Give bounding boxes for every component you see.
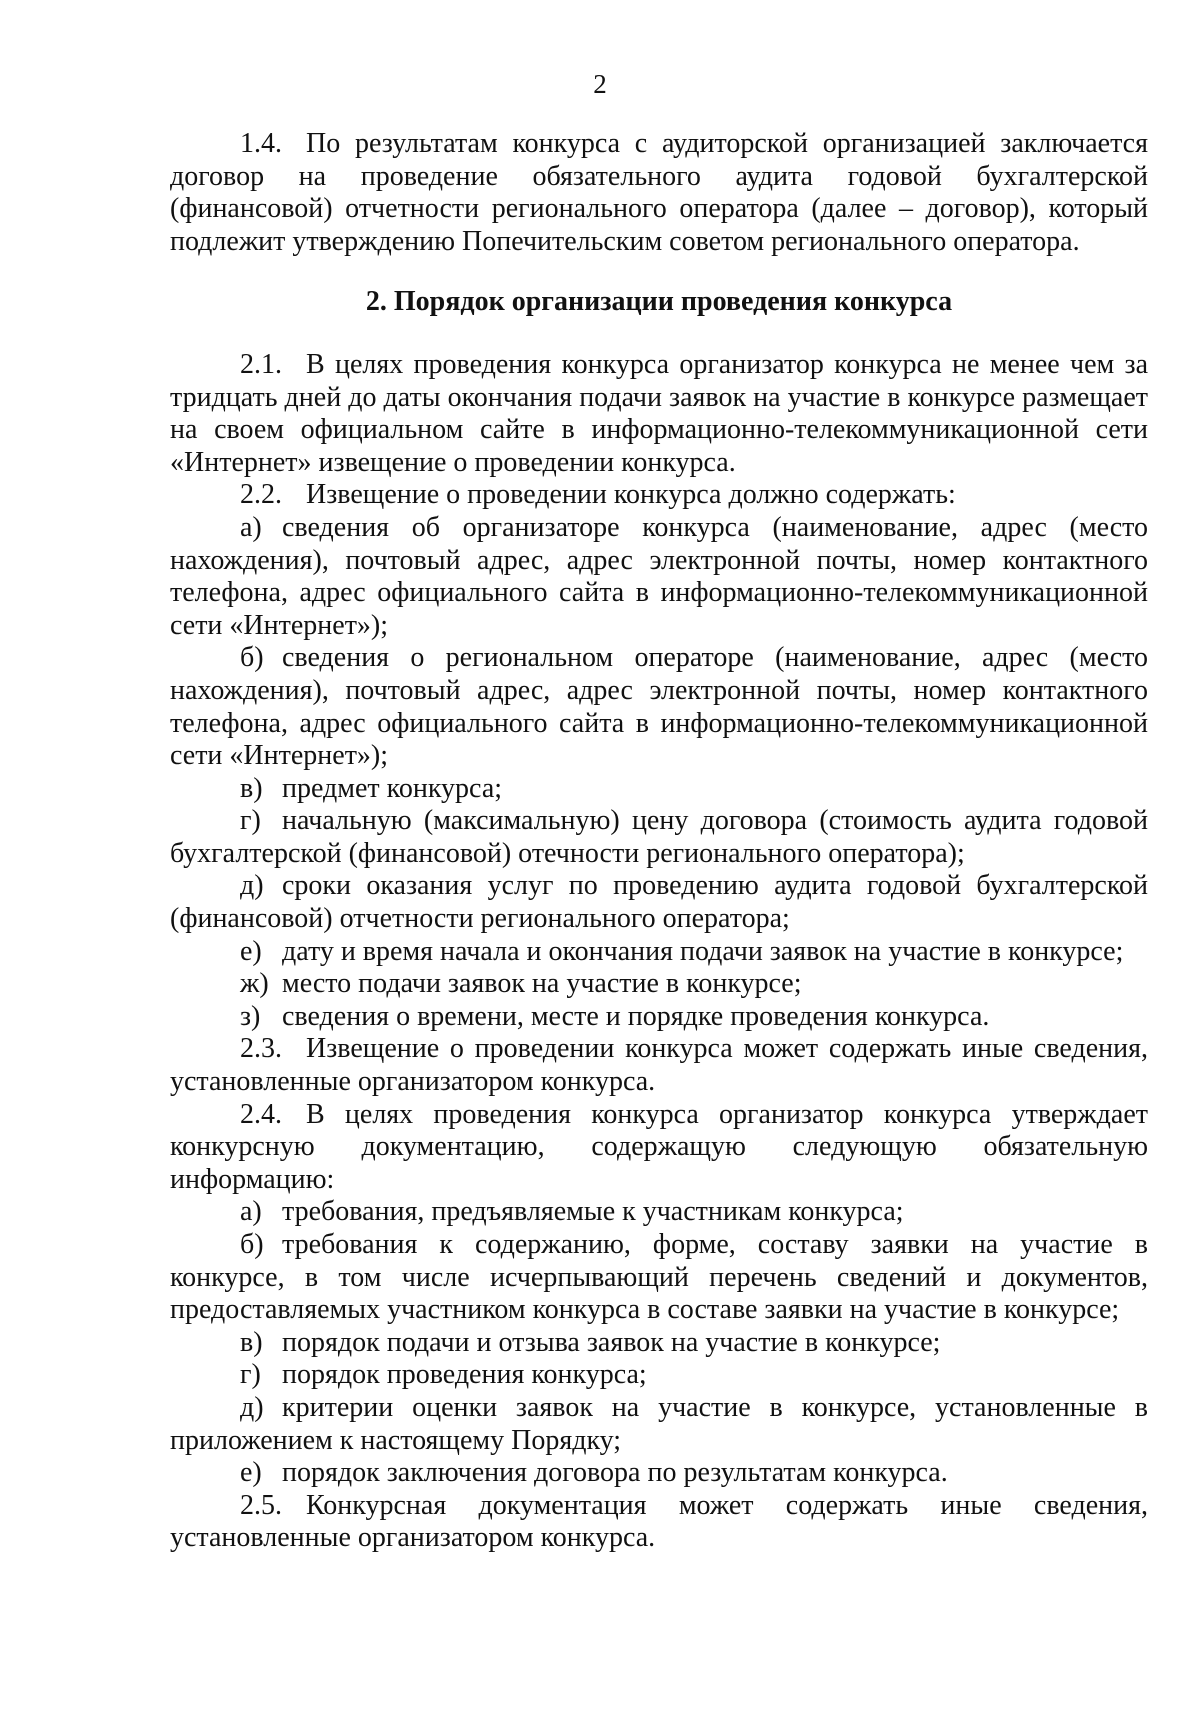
- paragraph-text: По результатам конкурса с аудиторской организацией заключается договор на проведение обязательного аудита годовой бухгалтерской (финансовой) отчетности регионального оператора (далее – договор), который подлежит утверждению Попечительским советом регионального оператора.: [170, 128, 1148, 257]
- section-heading: 2. Порядок организации проведения конкурса: [365, 286, 953, 318]
- paragraph-number: 2.5.: [240, 1489, 282, 1521]
- list-item: [170, 1327, 1148, 1360]
- list-item-text: дату и время начала и окончания подачи заявок на участие в конкурсе;: [282, 935, 1124, 967]
- list-item-letter: г): [240, 1359, 261, 1391]
- list-item-letter: а): [240, 511, 262, 543]
- list-item-letter: е): [240, 935, 262, 967]
- list-item-text: начальную (максимальную) цену договора (стоимость аудита годовой бухгалтерской (финансовой) отечности регионального оператора);: [170, 805, 1148, 869]
- paragraph-1-4: [170, 128, 1148, 258]
- list-item-text: место подачи заявок на участие в конкурсе;: [282, 968, 802, 1000]
- paragraph-number: 2.1.: [240, 348, 282, 380]
- list-item-text: сроки оказания услуг по проведению аудита годовой бухгалтерской (финансовой) отчетности регионального оператора;: [170, 870, 1148, 935]
- list-item-letter: д): [240, 870, 264, 902]
- list-item-letter: б): [240, 642, 264, 674]
- paragraph-text: В целях проведения конкурса организатор конкурса не менее чем за тридцать дней до даты окончания подачи заявок на участие в конкурсе размещает на своем официальном сайте в информационно-телекоммуникационной сети «Интернет» извещение о проведении конкурса.: [170, 348, 1148, 478]
- document-body: [170, 128, 1148, 1555]
- list-item-letter: з): [240, 1000, 261, 1032]
- paragraph-2-4: [170, 1099, 1148, 1197]
- list-item-text: критерии оценки заявок на участие в конкурсе, установленные в приложением к настоящему Порядку;: [170, 1391, 1148, 1456]
- list-item: [170, 805, 1148, 870]
- list-item-letter: в): [240, 772, 263, 804]
- list-item: [170, 1392, 1148, 1457]
- paragraph-text: Конкурсная документация может содержать иные сведения, установленные организатором конкурса.: [170, 1489, 1148, 1554]
- paragraph-text: В целях проведения конкурса организатор конкурса утверждает конкурсную документацию, содержащую следующую обязательную информацию:: [170, 1098, 1148, 1195]
- list-item-text: предмет конкурса;: [282, 772, 503, 804]
- page-number: 2: [593, 69, 607, 99]
- list-item: [170, 936, 1148, 969]
- paragraph-number: 2.2.: [240, 479, 282, 511]
- list-item-text: сведения о региональном операторе (наименование, адрес (место нахождения), почтовый адрес, адрес электронной почты, номер контактного телефона, адрес официального сайта в информационно-телекоммуникационной сети «Интернет»);: [170, 642, 1148, 772]
- list-item: [170, 968, 1148, 1001]
- paragraph-text: Извещение о проведении конкурса должно содержать:: [306, 479, 956, 511]
- list-item-letter: д): [240, 1391, 264, 1423]
- paragraph-2-3: [170, 1033, 1148, 1098]
- list-item-text: требования, предъявляемые к участникам конкурса;: [282, 1196, 904, 1228]
- list-item-text: сведения об организаторе конкурса (наименование, адрес (место нахождения), почтовый адрес, адрес электронной почты, номер контактного телефона, адрес официального сайта в информационно-телекоммуникационной сети «Интернет»);: [170, 511, 1148, 641]
- list-item: [170, 1196, 1148, 1229]
- list-item-letter: г): [240, 805, 261, 837]
- list-item: [170, 1229, 1148, 1327]
- paragraph-2-1: [170, 349, 1148, 479]
- list-item: [170, 773, 1148, 806]
- list-item-text: сведения о времени, месте и порядке проведения конкурса.: [282, 1000, 990, 1032]
- list-item-letter: а): [240, 1196, 262, 1228]
- list-item-text: порядок заключения договора по результатам конкурса.: [282, 1457, 948, 1489]
- list-item: [170, 512, 1148, 642]
- list-item-text: порядок проведения конкурса;: [282, 1359, 647, 1391]
- paragraph-2-2: [170, 479, 1148, 512]
- paragraph-number: 1.4.: [240, 128, 282, 159]
- list-item: [170, 1359, 1148, 1392]
- list-item: [170, 870, 1148, 935]
- list-item-letter: в): [240, 1326, 263, 1358]
- list-item-letter: ж): [240, 968, 269, 1000]
- list-item: [170, 642, 1148, 772]
- list-item-letter: б): [240, 1229, 264, 1260]
- list-item: [170, 1457, 1148, 1490]
- paragraph-number: 2.4.: [240, 1098, 282, 1130]
- paragraph-2-5: [170, 1490, 1148, 1555]
- list-item-text: требования к содержанию, форме, составу заявки на участие в конкурсе, в том числе исчерпывающий перечень сведений и документов, предоставляемых участником конкурса в составе заявки на участие в конкурсе;: [170, 1229, 1148, 1326]
- paragraph-text: Извещение о проведении конкурса может содержать иные сведения, установленные организатором конкурса.: [170, 1033, 1148, 1098]
- list-item-letter: е): [240, 1457, 262, 1489]
- list-item-text: порядок подачи и отзыва заявок на участие в конкурсе;: [282, 1326, 941, 1358]
- list-item: [170, 1001, 1148, 1034]
- paragraph-number: 2.3.: [240, 1033, 282, 1065]
